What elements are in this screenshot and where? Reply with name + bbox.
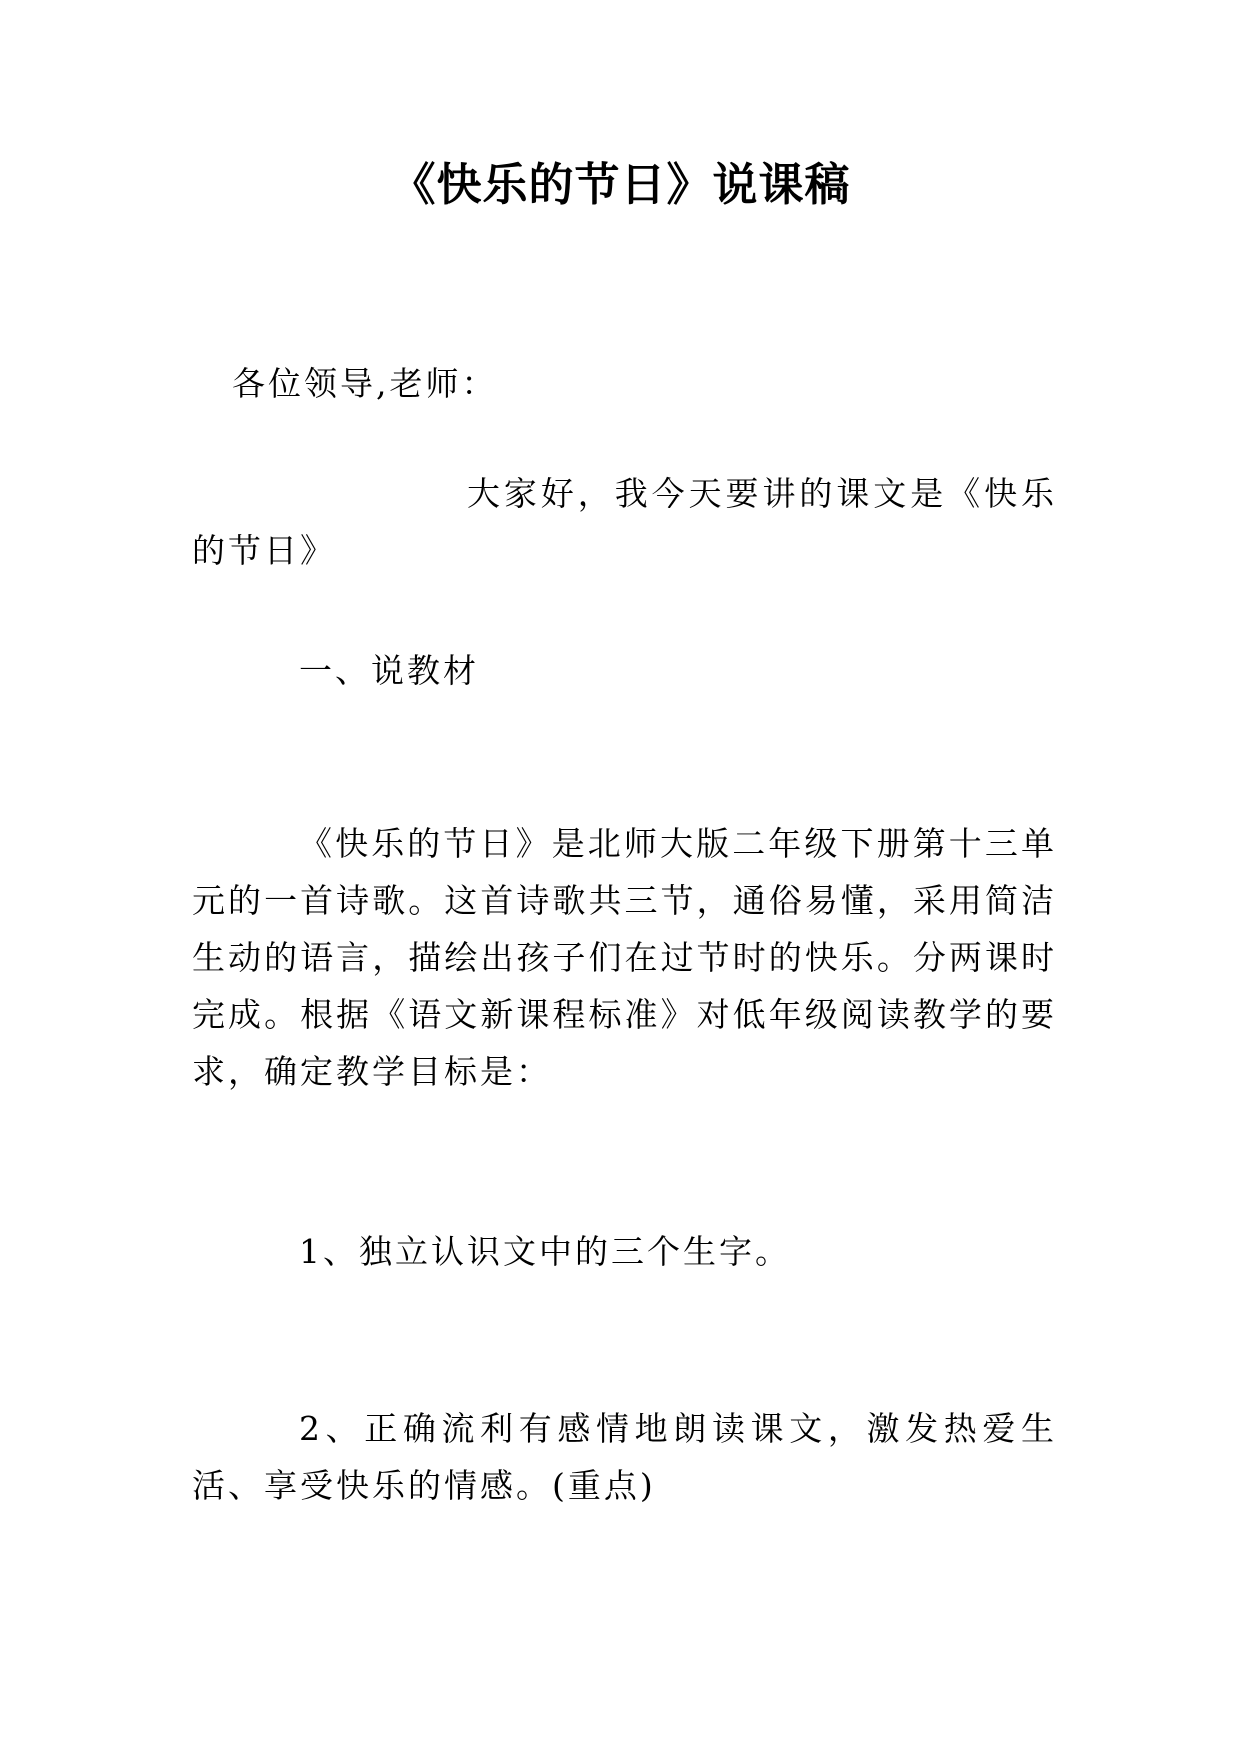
greeting-paragraph: 各位领导,老师： (232, 364, 498, 403)
document-title: 《快乐的节日》说课稿 (390, 158, 851, 211)
teaching-goal-2: 2、正确流利有感情地朗读课文，激发热爱生活、享受快乐的情感。(重点) (192, 1409, 1057, 1505)
teaching-goal-1: 1、独立认识文中的三个生字。 (299, 1232, 791, 1271)
textbook-description-paragraph: 《快乐的节日》是北师大版二年级下册第十三单元的一首诗歌。这首诗歌共三节，通俗易懂，采用简洁生动的语言，描绘出孩子们在过节时的快乐。分两课时完成。根据《语文新课程标准》对低年级阅读教学的要求，确定教学目标是： (192, 824, 1057, 1091)
section-heading: 一、说教材 (299, 651, 479, 690)
intro-paragraph: 大家好，我今天要讲的课文是《快乐的节日》 (192, 474, 1057, 570)
